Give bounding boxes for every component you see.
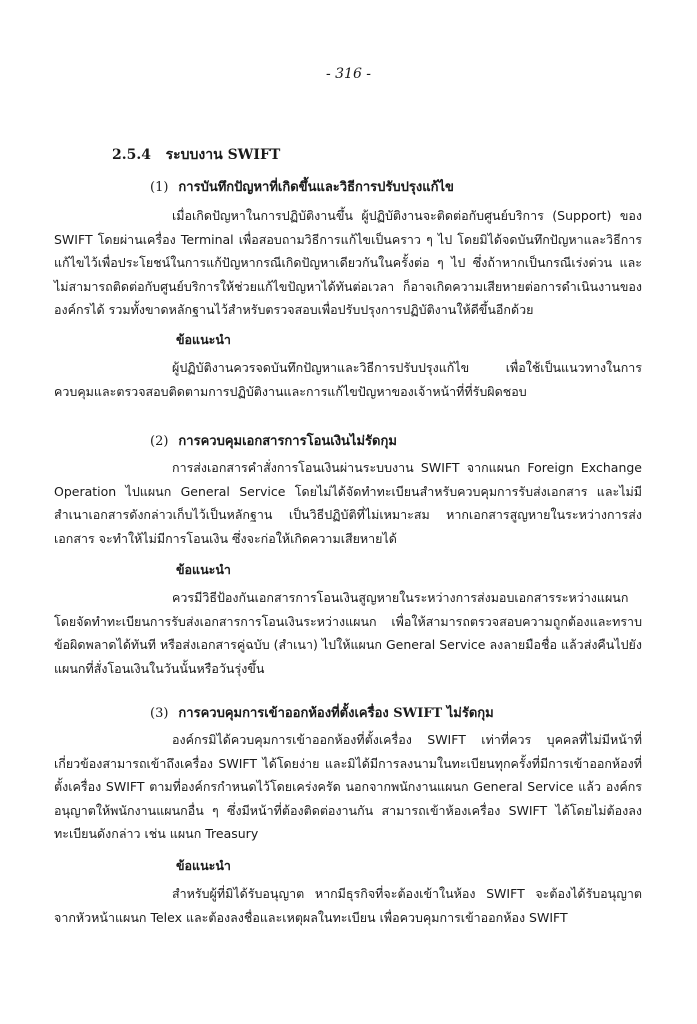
recommendation-label: ข้อแนะนำ xyxy=(176,332,231,347)
recommendation-body xyxy=(54,586,642,680)
recommendation-body xyxy=(54,356,642,403)
section-title: ระบบงาน SWIFT xyxy=(165,147,281,163)
item-heading xyxy=(150,176,454,197)
item-number: (2) xyxy=(150,434,169,449)
section-number: 2.5.4 xyxy=(112,147,151,163)
item-title: การควบคุมการเข้าออกห้องที่ตั้งเครื่อง SWIFT ไม่รัดกุม xyxy=(178,706,494,721)
item-number: (3) xyxy=(150,706,169,721)
section-heading xyxy=(112,144,280,166)
recommendation-label: ข้อแนะนำ xyxy=(176,858,231,873)
item-heading xyxy=(150,430,397,451)
item-body xyxy=(54,204,642,322)
item-heading xyxy=(150,702,494,723)
item-number: (1) xyxy=(150,180,169,195)
recommendation-text: ผู้ปฏิบัติงานควรจดบันทึกปัญหาและวิธีการปรับปรุงแก้ไข เพื่อใช้เป็นแนวทางในการควบคุมและตรวจสอบติดตามการปฏิบัติงานและการแก้ไขปัญหาของเจ้าหน้าที่ที่รับผิดชอบ xyxy=(54,360,642,399)
page-number: - 316 - xyxy=(325,66,372,82)
item-body xyxy=(54,456,642,550)
item-body-text: เมื่อเกิดปัญหาในการปฏิบัติงานขึ้น ผู้ปฏิบัติงานจะติดต่อกับศูนย์บริการ (Support) ของ SWIFT โดยผ่านเครื่อง Terminal เพื่อสอบถามวิธีการแก้ไขเป็นคราว ๆ ไป โดยมิได้จดบันทึกปัญหาและวิธีการแก้ไขไว้เพื่อประโยชน์ในการแก้ปัญหากรณีเกิดปัญหาเดียวกันในครั้งต่อ ๆ ไป ซึ่งถ้าหากเป็นกรณีเร่งด่วน และไม่สามารถติดต่อกับศูนย์บริการให้ช่วยแก้ไขปัญหาได้ทันต่อเวลา ก็อาจเกิดความเสียหายต่อการดำเนินงานขององค์กรได้ รวมทั้งขาดหลักฐานไว้สำหรับตรวจสอบเพื่อปรับปรุงการปฏิบัติงานให้ดีขึ้นอีกด้วย xyxy=(54,208,642,317)
recommendation-text: สำหรับผู้ที่มิได้รับอนุญาต หากมีธุรกิจที่จะต้องเข้าในห้อง SWIFT จะต้องได้รับอนุญาตจากหัวหน้าแผนก Telex และต้องลงชื่อและเหตุผลในทะเบียน เพื่อควบคุมการเข้าออกห้อง SWIFT xyxy=(54,886,642,925)
recommendation-label: ข้อแนะนำ xyxy=(176,562,231,577)
item-body-text: องค์กรมิได้ควบคุมการเข้าออกห้องที่ตั้งเครื่อง SWIFT เท่าที่ควร บุคคลที่ไม่มีหน้าที่เกี่ยวข้องสามารถเข้าถึงเครื่อง SWIFT ได้โดยง่าย และมิได้มีการลงนามในทะเบียนทุกครั้งที่มีการเข้าออกห้องที่ตั้งเครื่อง SWIFT ตามที่องค์กรกำหนดไว้โดยเคร่งครัด นอกจากพนักงานแผนก General Service แล้ว องค์กรอนุญาตให้พนักงานแผนกอื่น ๆ ซึ่งมีหน้าที่ต้องติดต่องานกัน สามารถเข้าห้องเครื่อง SWIFT ได้โดยไม่ต้องลงทะเบียนดังกล่าว เช่น แผนก Treasury xyxy=(54,732,642,841)
item-body xyxy=(54,728,642,846)
item-title: การควบคุมเอกสารการโอนเงินไม่รัดกุม xyxy=(178,434,397,449)
item-body-text: การส่งเอกสารคำสั่งการโอนเงินผ่านระบบงาน SWIFT จากแผนก Foreign Exchange Operation ไปแผนก General Service โดยไม่ได้จัดทำทะเบียนสำหรับควบคุมการรับส่งเอกสาร และไม่มีสำเนาเอกสารดังกล่าวเก็บไว้เป็นหลักฐาน เป็นวิธีปฏิบัติที่ไม่เหมาะสม หากเอกสารสูญหายในระหว่างการส่งเอกสาร จะทำให้ไม่มีการโอนเงิน ซึ่งจะก่อให้เกิดความเสียหายได้ xyxy=(54,460,642,546)
item-title: การบันทึกปัญหาที่เกิดขึ้นและวิธีการปรับปรุงแก้ไข xyxy=(178,180,454,195)
recommendation-text: ควรมีวิธีป้องกันเอกสารการโอนเงินสูญหายในระหว่างการส่งมอบเอกสารระหว่างแผนก โดยจัดทำทะเบียนการรับส่งเอกสารการโอนเงินระหว่างแผนก เพื่อให้สามารถตรวจสอบความถูกต้องและทราบข้อผิดพลาดได้ทันที หรือส่งเอกสารคู่ฉบับ (สำเนา) ไปให้แผนก General Service ลงลายมือชื่อ แล้วส่งคืนไปยังแผนกที่สั่งโอนเงินในวันนั้นหรือวันรุ่งขึ้น xyxy=(54,590,642,676)
recommendation-body xyxy=(54,882,642,929)
